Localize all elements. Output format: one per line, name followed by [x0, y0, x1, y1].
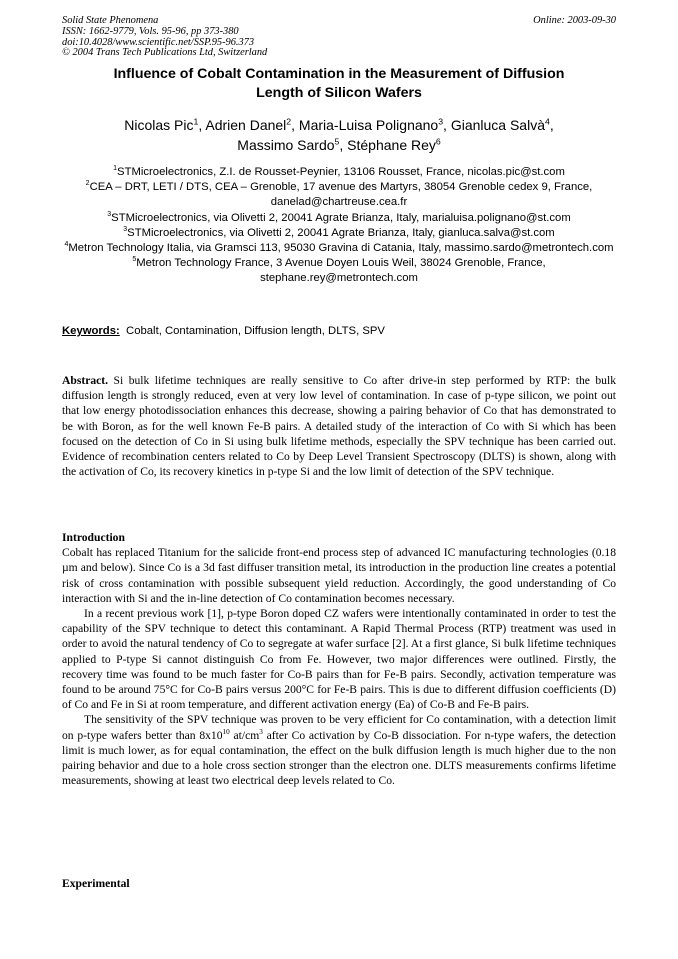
author-affil-mark: 5	[334, 135, 340, 146]
issn-line: ISSN: 1662-9779, Vols. 95-96, pp 373-380	[62, 25, 239, 37]
author-affil-mark: 4	[545, 116, 550, 127]
doi-line: doi:10.4028/www.scientific.net/SSP.95-96.373	[62, 36, 255, 48]
affiliation-text: Metron Technology Italia, via Gramsci 113, 95030 Gravina di Catania, Italy, massimo.sardo@metrontech.com	[68, 242, 614, 255]
author-separator: ,	[198, 117, 206, 133]
affiliation-mark: 3	[107, 210, 112, 218]
intro-paragraph-3	[62, 712, 616, 788]
intro-p3-text-a: The sensitivity of the SPV technique was proven to be very efficient for Co contamination, with a detection limit on p-type wafers better than 8x10	[62, 713, 616, 742]
affiliation-item	[62, 256, 616, 286]
author-line-2	[62, 136, 616, 156]
affiliation-list	[62, 165, 616, 287]
affiliation-mark: 4	[64, 241, 69, 249]
title-line-2: Length of Silicon Wafers	[256, 84, 422, 101]
paper-title	[62, 65, 616, 102]
intro-p3-text-c: after Co activation by Co-B dissociation. For n-type wafers, the detection limit is much lower, as for equal contamination, the effect on the bulk diffusion length is much higher due to the non pairing behavior and due to a hole cross section stronger than the electron one. DLTS measurements confirms lifetime measurements, showing at least two electrical deep levels related to Co.	[62, 728, 616, 788]
copyright-line: © 2004 Trans Tech Publications Ltd, Switzerland	[62, 47, 268, 59]
experimental-heading: Experimental	[62, 877, 130, 890]
keywords-block	[62, 324, 616, 339]
title-line-1: Influence of Cobalt Contamination in the Measurement of Diffusion	[113, 66, 565, 82]
author-line-1	[62, 116, 616, 136]
abstract-text: Si bulk lifetime techniques are really sensitive to Co after drive-in step performed by RTP: the bulk diffusion length is strongly reduced, even at very low level of contamination. In case of p-type silicon, we point out that low energy photodissociation enhances this decrease, showing a pairing behavior of Co that has demonstrated to be with Boron, as for the well known Fe-B pairs. A detailed study of the interaction of Co with Si which has been focused on the detection of Co in Si using bulk lifetime methods, especially the SPV technique has been carried out. Evidence of recombination centers related to Co by Deep Level Transient Spectroscopy (DLTS) is shown, along with the activation of Co, its recovery kinetics in p-type Si and the low limit of detection of the SPV technique.	[62, 374, 616, 479]
affiliation-mark: 2	[85, 180, 90, 188]
author-affil-mark: 2	[286, 116, 292, 127]
author-list	[62, 116, 616, 155]
affiliation-mark: 3	[123, 226, 128, 234]
author-name: Nicolas Pic	[124, 117, 194, 133]
journal-name: Solid State Phenomena	[62, 15, 159, 26]
experimental-section	[62, 876, 616, 891]
abstract-block	[62, 373, 616, 479]
keywords-label: Keywords:	[62, 325, 120, 337]
affiliation-mark: 5	[132, 256, 137, 264]
author-separator: ,	[443, 117, 451, 133]
intro-p3-text-b: at/cm	[229, 728, 260, 742]
affiliation-text: STMicroelectronics, via Olivetti 2, 20041 Agrate Brianza, Italy, gianluca.salva@st.com	[127, 226, 555, 239]
intro-paragraph-1: Cobalt has replaced Titanium for the salicide front-end process step of advanced IC manufacturing technologies (0.18 µm and below). Since Co is a 3d fast diffuser transition metal, its introduction in the production line creates a potential risk of cross contamination with possible subsequent yield reduction. Accordingly, the good understanding of Co interaction with Si and the in-line detection of Co contamination becomes necessary.	[62, 546, 616, 605]
introduction-section	[62, 530, 616, 788]
author-separator: ,	[339, 136, 348, 153]
author-name: Massimo Sardo	[237, 136, 335, 153]
affiliation-text: Metron Technology France, 3 Avenue Doyen Louis Weil, 38024 Grenoble, France, stephane.rey@metrontech.com	[136, 257, 546, 285]
introduction-heading: Introduction	[62, 531, 125, 544]
author-name: Adrien Danel	[205, 117, 287, 133]
keywords-text: Cobalt, Contamination, Diffusion length, DLTS, SPV	[126, 325, 385, 337]
author-name: Maria-Luisa Polignano	[298, 117, 439, 133]
author-name: Stéphane Rey	[347, 136, 436, 153]
abstract-label: Abstract.	[62, 374, 109, 387]
affiliation-text: CEA – DRT, LETI / DTS, CEA – Grenoble, 17 avenue des Martyrs, 38054 Grenoble cedex 9, France, danelad@chartreuse.cea.fr	[89, 181, 593, 209]
author-affil-mark: 3	[438, 116, 444, 127]
affiliation-mark: 1	[113, 165, 118, 173]
author-separator: ,	[549, 117, 554, 133]
running-header-left	[62, 16, 482, 59]
author-affil-mark: 1	[193, 116, 199, 127]
affiliation-item	[62, 241, 616, 256]
affiliation-text: STMicroelectronics, via Olivetti 2, 20041 Agrate Brianza, Italy, marialuisa.polignano@st.com	[111, 211, 571, 224]
exponent-3: 3	[259, 727, 263, 736]
online-date: Online: 2003-09-30	[533, 15, 616, 26]
intro-paragraph-2: In a recent previous work [1], p-type Boron doped CZ wafers were intentionally contaminated in order to test the capability of the SPV technique to detect this contaminant. A Rapid Thermal Process (RTP) treatment was used in order to avoid the natural tendency of Co to segregate at wafer surface [2]. At a first glance, Si bulk lifetime techniques applied to P-type Si cannot distinguish Co from Fe. However, two major differences were outlined. Firstly, the recovery time was found to be much faster for Co-B pairs than for Fe-B pairs. Secondly, activation temperature was found to be around 75°C for Co-B pairs versus 200°C for Fe-B pairs. This is due to different diffusion coefficients (D) of Co and Fe in Si at room temperature, and different activation energy (Ea) of Co-B and Fe-B pairs.	[62, 607, 616, 712]
affiliation-item	[62, 226, 616, 241]
affiliation-item	[62, 211, 616, 226]
exponent-10: 10	[222, 727, 230, 736]
author-name: Gianluca Salvà	[450, 117, 545, 133]
affiliation-item	[62, 165, 616, 180]
affiliation-item	[62, 180, 616, 210]
affiliation-text: STMicroelectronics, Z.I. de Rousset-Peynier, 13106 Rousset, France, nicolas.pic@st.com	[117, 166, 565, 178]
author-separator: ,	[291, 117, 299, 133]
author-affil-mark: 6	[435, 135, 441, 146]
